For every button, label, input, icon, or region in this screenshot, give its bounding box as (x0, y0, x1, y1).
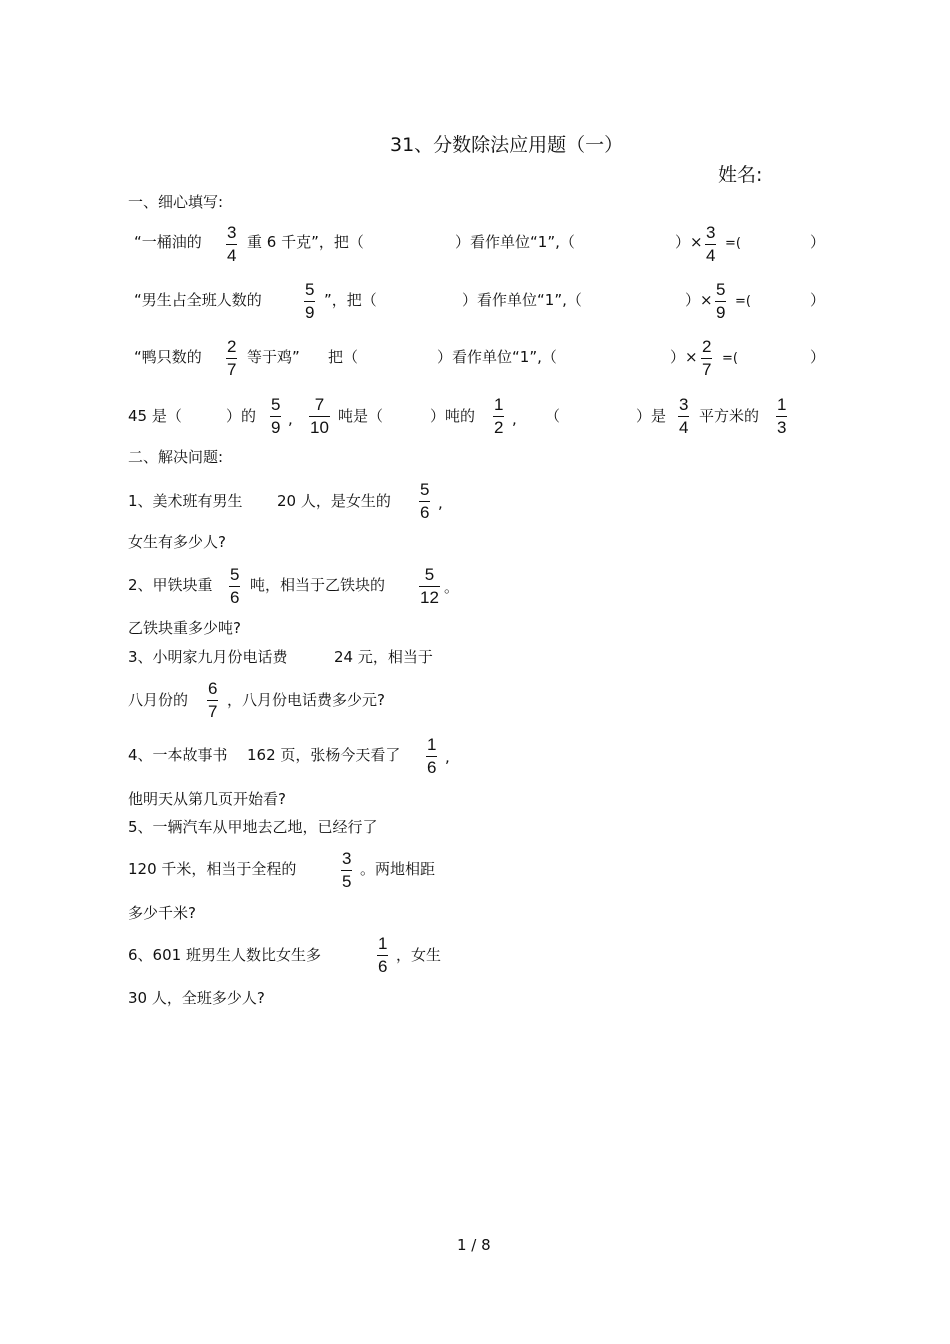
problem1-text: 20 人，是女生的 (277, 492, 391, 510)
q3-text: =( (722, 351, 738, 366)
q4-text: ）的 (226, 407, 257, 425)
fraction: 3 4 (679, 395, 689, 437)
q1-text: ）看作单位“1”,（ (455, 233, 575, 251)
fraction: 5 12 (420, 565, 439, 607)
problem5-text: 。两地相距 (360, 860, 436, 878)
section1-heading: 一、细心填写: (128, 193, 224, 211)
problem2-question: 乙铁块重多少吨? (128, 619, 241, 637)
problem5-question: 多少千米? (128, 904, 196, 922)
problem1-text: 1、美术班有男生 (128, 492, 243, 510)
comma: , (512, 410, 517, 428)
q3-text: ）看作单位“1”,（ (437, 348, 557, 366)
fraction: 5 9 (271, 395, 281, 437)
q4-text: ）吨的 (430, 407, 476, 425)
q1-text: ）× (675, 233, 703, 251)
problem4-text: 4、一本故事书 (128, 746, 228, 764)
q3-text: 把（ (328, 348, 359, 366)
problem1-question: 女生有多少人? (128, 533, 226, 551)
period: 。 (444, 578, 460, 596)
q2-text: ”，把（ (324, 291, 377, 309)
page-title: 31、分数除法应用题（一） (390, 134, 624, 156)
q4-text: （ (545, 407, 561, 425)
q2-text: ）× (685, 291, 713, 309)
fraction: 1 2 (494, 395, 504, 437)
problem6-text: ，女生 (396, 946, 442, 964)
problem6-question: 30 人，全班多少人? (128, 989, 265, 1007)
fraction: 2 7 (702, 337, 712, 379)
problem6-text: 6、601 班男生人数比女生多 (128, 946, 321, 964)
fraction: 5 6 (420, 480, 430, 522)
comma: , (288, 410, 293, 428)
q4-text: 平方米的 (699, 407, 760, 425)
problem3-text: 3、小明家九月份电话费 (128, 648, 288, 666)
q1-text: 重 6 千克”，把（ (247, 233, 364, 251)
q1-text: ） (810, 233, 826, 251)
fraction: 5 6 (230, 565, 240, 607)
q3-text: ） (810, 348, 826, 366)
q4-text: 吨是（ (338, 407, 384, 425)
name-label: 姓名: (718, 164, 763, 186)
fraction: 3 4 (227, 223, 237, 265)
page-number: 1 / 8 (457, 1236, 491, 1254)
q3-text: “鸭只数的 (134, 348, 202, 366)
q2-text: ） (810, 291, 826, 309)
fraction: 2 7 (227, 337, 237, 379)
fraction: 1 6 (378, 934, 388, 976)
comma: , (438, 494, 443, 512)
q4-text: 45 是（ (128, 407, 182, 425)
q3-text: ）× (670, 348, 698, 366)
fraction: 3 5 (342, 849, 352, 891)
q1-text: “一桶油的 (134, 233, 202, 251)
problem2-text: 2、甲铁块重 (128, 576, 213, 594)
q3-text: 等于鸡” (247, 348, 300, 366)
fraction: 1 6 (427, 735, 437, 777)
fraction: 6 7 (208, 679, 218, 721)
q2-text: =( (735, 294, 751, 309)
fraction: 5 9 (305, 280, 315, 322)
fraction: 7 10 (310, 395, 329, 437)
problem5-text: 120 千米，相当于全程的 (128, 860, 297, 878)
q2-text: ）看作单位“1”,（ (462, 291, 582, 309)
problem4-text: 162 页，张杨今天看了 (247, 746, 401, 764)
problem2-text: 吨，相当于乙铁块的 (250, 576, 386, 594)
problem3-text: ，八月份电话费多少元? (227, 691, 385, 709)
q4-text: ）是 (636, 407, 667, 425)
problem4-question: 他明天从第几页开始看? (128, 790, 286, 808)
problem5-text: 5、一辆汽车从甲地去乙地，已经行了 (128, 818, 378, 836)
comma: , (445, 748, 450, 766)
fraction: 1 3 (777, 395, 787, 437)
q1-text: =( (725, 236, 741, 251)
problem3-text: 八月份的 (128, 691, 189, 709)
fraction: 3 4 (706, 223, 716, 265)
fraction: 5 9 (716, 280, 726, 322)
q2-text: “男生占全班人数的 (134, 291, 262, 309)
problem3-text: 24 元，相当于 (334, 648, 433, 666)
section2-heading: 二、解决问题: (128, 448, 224, 466)
